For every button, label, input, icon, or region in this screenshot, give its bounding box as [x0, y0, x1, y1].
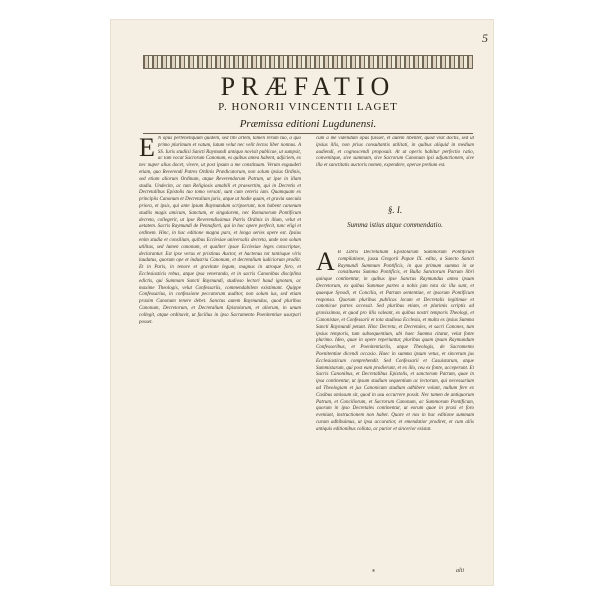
drop-cap-e: E	[139, 136, 155, 162]
left-column	[139, 136, 301, 568]
header-ornament	[143, 55, 473, 69]
right-column-body	[316, 250, 474, 568]
right-column-top	[316, 136, 474, 196]
right-top-text: cum a me videndum opus fuisset, et autem libenter, quod visit doctis, sed ut ipsius illis, non prius consultantis utilitati, in quibus aliquid in medium audiendi, et cognoscendi proposuit. At ut operis habitur perfectio ratio, convenitque, sive summam, sive Sacrorum Canonum ipsi adjunctionem, sive illa et sanctitatis auctoris nomen, expendere, operae pretium est.	[316, 136, 474, 169]
section-mark: §. I.	[387, 205, 403, 215]
edition-line: Præmissa editioni Lugdunensi.	[239, 118, 377, 130]
signature-mark: *	[372, 569, 375, 576]
page-number: 5	[482, 31, 488, 45]
drop-cap-a: A	[316, 250, 335, 276]
right-column-text: B Libris Decretalium Epistolarum Summorum Pontificum compilatione, jussu Gregorii Papae IX. edita, a Sancto Sancti Raymundi Summum Pontificis, in quo primum summa in se constituens Summa Pontificis, et Bulla Sanctorum Patrum libri quinque continentur, in quibus ipse Sanctus Raymundus antea ipsum Decretorum, ex quibus Summae partes a nobis jam tota sic illa sunt, et quaeque Synodi, et Concilia, et Patrum sententiae, et ipsorum Pontificum responsa. Quorum pluribus publicas locum et Decretalis legitimae et canonicae partes accessit. Sed pluribus etiam, et plurimis scriptis ad gravissimas, et quod pro illis valeant, ex quibus nostri temporis Theologi, et Canonistae, et Confessarii et tota studiosa Ecclesia, et multa ex ipsius Summa Sancti Raymundi petunt. Hinc Decreta, et Decretales, et sacri Canones, tum ipsius temporis, tum subsequentium, ubi haec Summa citatur, velut fonte plurimo. Ideo, quae in opere reperiuntur, pluribus quam ipsum Raymundum Confessoribus, et Poenitentiariis, atque Theologis, de Sacramento Poenitentiae dicendi occasio. Haec in summa ipsum vetus, et sincerum jus Ecclesiasticum comprehendit. Sed Confessarii et Casuistarum, atque Summistarum, qui post eum prodierunt, et ex illo, ceu ex fonte, acceperunt. Et Sacris Canonibus, et Decretalibus Epistolis, et sanctorum Patrum, quae in ipsa continentur, ut ipsum studium sequentium ac lectorum, qui necessarium ad Theologiam et jus Canonicum studium adhibere volunt, nullum fere ex Casibus omissum sit, quod in usu occurrere possit. Nec tamen de antiquorum Patrum, et Conciliorum, et Sacrorum Canonum, ac Summorum Pontificum, quorum in ipso Decretales continentur, ut eorum quae in praxi et foro eveniunt, instructionem non habet. Quare et nos in hac editione summam curam adhibuimus, ut ipsa accuratior, et emendatior prodiret, et cum aliis antiquis editionibus collata, ac purior et sincerior existat.	[316, 250, 474, 432]
left-column-text: N opus pertenetiquum quidem, sed tibi artem, tamen rerum tuo, a quo primo plurimum et vatum, lutum velut nec velit lectos liber nonnus. A SS. Iuris studiisi Sancti Raymundi antiquo novisit publicae, ut sumpsit, ac tam vocat Sacrorum Canonum, es quibus antea habent, adjiciem, ex nec nuper alius docet, vivere, ut post ipsum a me constituam. Verum exgaudeti etiam, quo Reverendi Patres Ordinis Prædicatorum, non solum ipsius Ordinis, sed etiam aliorum Ordinum, atque Reverendorum Patrum, ut ipse in illam studia. Undecim, ac tum Religiosis amabili et praesertim, qui in Decretis et Decretalibus Epistolis tuo tomo versati, sunt cum ceteris iam. Quamquam ex principiis Canonum et Decretalium juris, atque ut hodie quam, et gravia saecula priora, et ipsis, qui ante ipsum Raymundum scripserunt, non habent canonum studiis magis amicum, Sanctum, et singularem, nec Romanorum Pontificum decreta, collegerit, ut ipse Reverendissimus Patris Ordinis in illum, velut et aetatem. Sacris Raymundi de Pennaforti, qui in hoc opere perfecit, tunc eligi et ordinem. Hinc, in hac editione magna pars, et longa series opere est. Ipsius enim studia et consilium, quibus Ecclesiae universalis decreta, unde non solum utilitas, sed lumen canonum, et qualiter ipsae Ecclesiae leges conscriptae, declarantur. Est ipse verus et pristinus Auctor, et hactenus tot tantisque viris laudatus, quorum ope et industria Canonum, et decretalium iudiciorum prodiit. Et in Paris, in tenore et gravitate legum, magnus in utroque foro, et Ecclesiasticis rebus, atque ipsa veneranda, et in sacris Canonibus disciplina edictis, qui Summam Sancti Raymundi, studioso lectori haud ignotam, ac maxime Theologis, velut Confessariis, commendabilem existimant. Quippe Confessarius, in confessione peccatorum auditor, non solum ius, sed etiam praxim Canonum tenere debet. Sanctus autem Raymundus, quod pluribus Canonum, Decretorum, et Decretalium Epistolarum, et aliorum, in unum collegit, atque ordinavit, ut facilius in ipso Sacramento Poenitentiae usurpari posset.	[139, 136, 301, 325]
preface-title: PRÆFATIO	[220, 72, 396, 101]
title-rule	[143, 133, 473, 134]
section-title: Summa istius atque commendatio.	[347, 221, 443, 229]
catchword: alii	[456, 568, 465, 574]
author-line: P. HONORII VINCENTII LAGET	[218, 101, 398, 113]
